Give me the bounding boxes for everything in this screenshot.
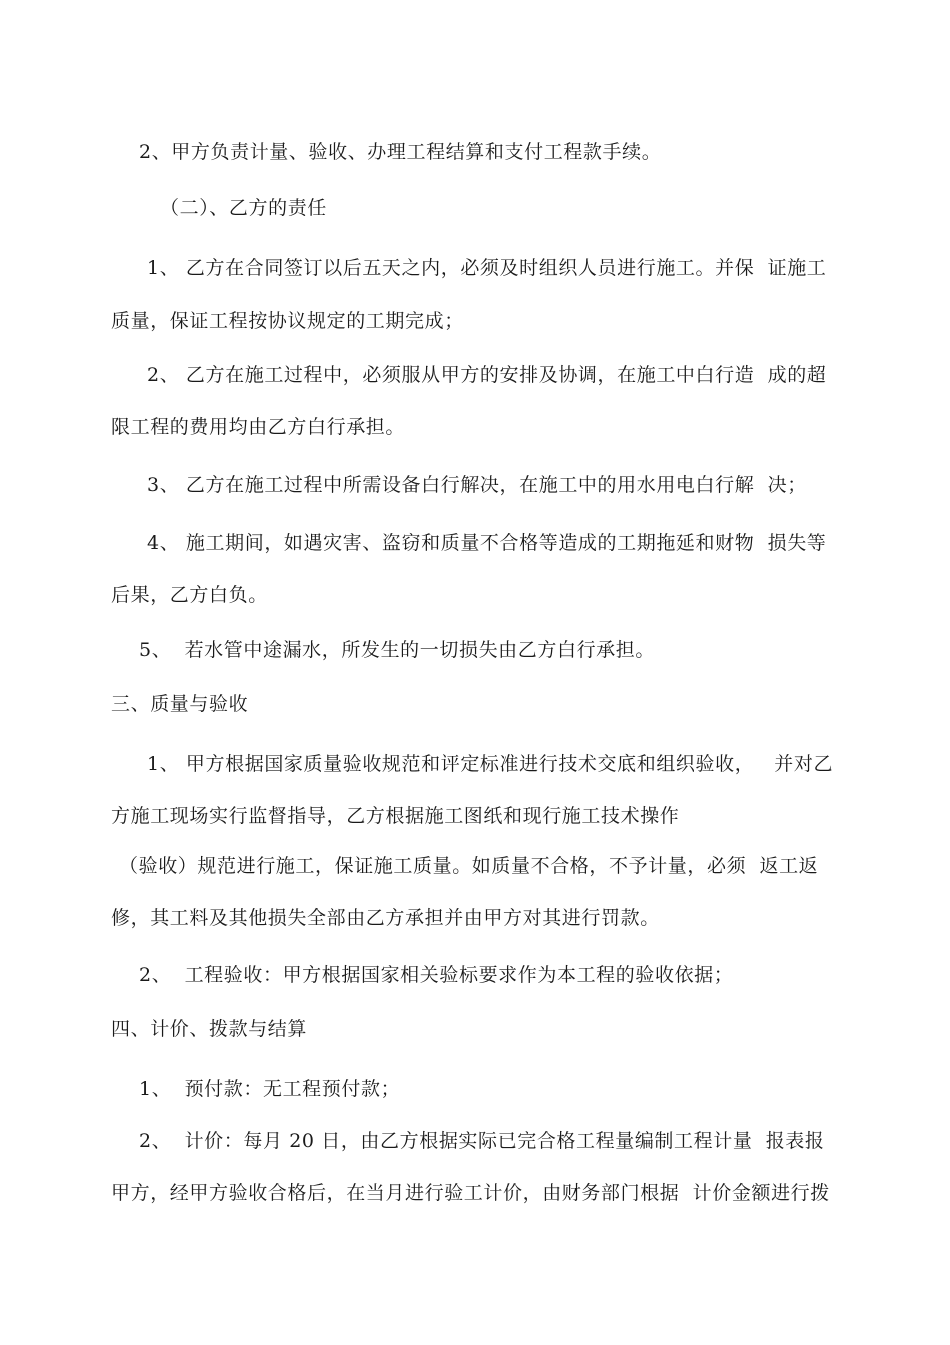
section-heading-pricing-settlement: 四、计价、拨款与结算 bbox=[111, 1018, 308, 1040]
paragraph-line-6: 限工程的费用均由乙方白行承担。 bbox=[111, 416, 406, 438]
paragraph-line-13: 方施工现场实行监督指导，乙方根据施工图纸和现行施工技术操作 bbox=[111, 805, 680, 827]
paragraph-line-10: 5、 若水管中途漏水，所发生的一切损失由乙方白行承担。 bbox=[139, 639, 655, 661]
section-heading-yifang-responsibility: （二）、乙方的责任 bbox=[160, 197, 327, 219]
paragraph-line-1: 2、甲方负责计量、验收、办理工程结算和支付工程款手续。 bbox=[139, 141, 662, 163]
paragraph-line-18: 1、 预付款：无工程预付款； bbox=[139, 1078, 401, 1100]
paragraph-line-15: 修，其工料及其他损失全部由乙方承担并由甲方对其进行罚款。 bbox=[111, 907, 660, 929]
section-heading-quality-acceptance: 三、质量与验收 bbox=[111, 693, 249, 715]
paragraph-line-9: 后果，乙方白负。 bbox=[111, 584, 268, 606]
paragraph-line-16: 2、 工程验收：甲方根据国家相关验标要求作为本工程的验收依据； bbox=[139, 964, 734, 986]
paragraph-line-20: 甲方，经甲方验收合格后，在当月进行验工计价，由财务部门根据 计价金额进行拨 bbox=[111, 1182, 830, 1204]
paragraph-line-19: 2、 计价：每月 20 日，由乙方根据实际已完合格工程量编制工程计量 报表报 bbox=[139, 1130, 825, 1152]
paragraph-line-12: 1、 甲方根据国家质量验收规范和评定标准进行技术交底和组织验收， 并对乙 bbox=[147, 753, 834, 775]
paragraph-line-5: 2、 乙方在施工过程中，必须服从甲方的安排及协调，在施工中白行造 成的超 bbox=[147, 364, 827, 386]
paragraph-line-8: 4、 施工期间，如遇灾害、盗窃和质量不合格等造成的工期拖延和财物 损失等 bbox=[147, 532, 827, 554]
paragraph-line-3: 1、 乙方在合同签订以后五天之内，必须及时组织人员进行施工。并保 证施工 bbox=[147, 257, 827, 279]
paragraph-line-14: （验收）规范进行施工，保证施工质量。如质量不合格，不予计量，必须 返工返 bbox=[119, 855, 819, 877]
paragraph-line-7: 3、 乙方在施工过程中所需设备白行解决，在施工中的用水用电白行解 决； bbox=[147, 474, 807, 496]
paragraph-line-4: 质量，保证工程按协议规定的工期完成； bbox=[111, 310, 464, 332]
